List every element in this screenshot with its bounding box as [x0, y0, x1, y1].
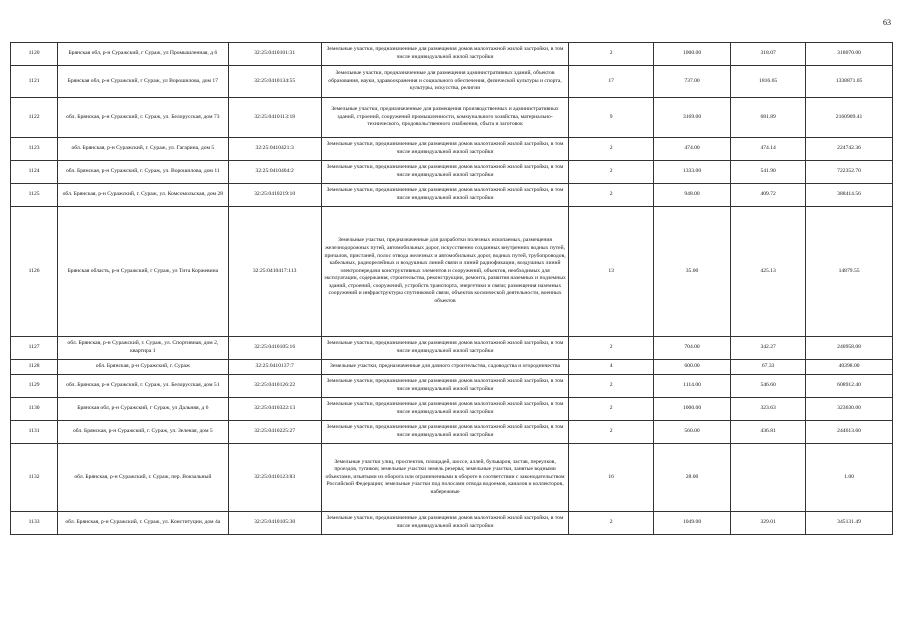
land-registry-table — [10, 42, 893, 535]
address-cell: обл. Брянская, р-н Суражский, г. Сураж, ул. Комсомольская, дом 28 — [58, 184, 228, 207]
rate-cell: 541.90 — [731, 161, 806, 184]
land-use-cell: Земельные участки, предназначенные для разработки полезных ископаемых, размещения железнодорожных путей, автомобильных дорог, искусственно созданных внутренних водных путей, причалов, пристаней, полос отвода железных и автомобильных дорог, водных путей, трубопроводов, кабельных, радиорелейных и воздушных линий связи и линий радиофикации, воздушных линий электропередачи конструктивных элементов и сооружений, объектов, необходимых для эксплуатации, содержания, строительства, реконструкции, ремонта, развития наземных и подземных зданий, строений, сооружений, устройств транспорта, энергетики и связи; размещения наземных сооружений и инфраструктуры спутниковой связи, объектов космической деятельности, военных объектов — [321, 207, 569, 337]
cadastral-value-cell: 224742.36 — [806, 138, 893, 161]
group-code-cell: 2 — [569, 512, 654, 535]
table-row — [11, 184, 893, 207]
area-cell: 3169.00 — [653, 98, 730, 138]
rate-cell: 681.89 — [731, 98, 806, 138]
area-cell: 1000.00 — [653, 43, 730, 66]
land-use-cell: Земельные участки, предназначенные для размещения домов малоэтажной жилой застройки, в том числе индивидуальной жилой застройки — [321, 43, 569, 66]
rate-cell: 546.60 — [731, 375, 806, 398]
group-code-cell: 2 — [569, 398, 654, 421]
cadastral-value-cell: 244613.60 — [806, 421, 893, 444]
area-cell: 1333.00 — [653, 161, 730, 184]
land-use-cell: Земельные участки, предназначенные для дачного строительства, садоводства и огородничества — [321, 360, 569, 375]
row-number-cell: 1126 — [11, 207, 58, 337]
address-cell: обл. Брянская, р-н Суражский, г. Сураж, ул. Ворошилова, дом 11 — [58, 161, 228, 184]
address-cell: Брянская обл, р-н Суражский, г Сураж, ул Промышленная, д 6 — [58, 43, 228, 66]
land-use-cell: Земельные участки, предназначенные для размещения домов малоэтажной жилой застройки, в том числе индивидуальной жилой застройки — [321, 512, 569, 535]
row-number-cell: 1129 — [11, 375, 58, 398]
cadastral-value-cell: 608912.40 — [806, 375, 893, 398]
table-row — [11, 98, 893, 138]
area-cell: 1049.00 — [653, 512, 730, 535]
rate-cell: 474.14 — [731, 138, 806, 161]
address-cell: Брянская область, р-н Суражский, г Сураж, ул Тита Коржевина — [58, 207, 228, 337]
address-cell: Брянская обл, р-н Суражский, г Сураж, ул Дальняя, д 6 — [58, 398, 228, 421]
rate-cell — [731, 444, 806, 512]
rate-cell: 67.33 — [731, 360, 806, 375]
address-cell: обл. Брянская, р-н Суражский, г. Сураж, ул. Зеленая, дом 5 — [58, 421, 228, 444]
table-row — [11, 337, 893, 360]
cadastral-value-cell: 1338871.05 — [806, 66, 893, 98]
area-cell: 948.00 — [653, 184, 730, 207]
table-row — [11, 207, 893, 337]
rate-cell: 342.27 — [731, 337, 806, 360]
land-use-cell: Земельные участки, предназначенные для размещения производственных и административных зданий, строений, сооружений промышленности, коммунального хозяйства, материально-технического, продовольственного снабжения, сбыта и заготовок — [321, 98, 569, 138]
land-use-cell: Земельные участки, предназначенные для размещения домов малоэтажной жилой застройки, в том числе индивидуальной жилой застройки — [321, 138, 569, 161]
group-code-cell: 4 — [569, 360, 654, 375]
cadastral-number-cell: 32:25:0410219:10 — [228, 184, 321, 207]
land-use-cell: Земельные участки, предназначенные для размещения домов малоэтажной жилой застройки, в том числе индивидуальной жилой застройки — [321, 184, 569, 207]
cadastral-number-cell: 32:25:0410101:31 — [228, 43, 321, 66]
group-code-cell: 2 — [569, 161, 654, 184]
address-cell: обл. Брянская, р-н Суражский, г. Сураж, ул. Конституции, дом 4а — [58, 512, 228, 535]
area-cell: 737.00 — [653, 66, 730, 98]
row-number-cell: 1133 — [11, 512, 58, 535]
cadastral-value-cell: 722352.70 — [806, 161, 893, 184]
cadastral-number-cell: 32:25:0410417:113 — [228, 207, 321, 337]
land-use-cell: Земельные участки, предназначенные для размещения домов малоэтажной жилой застройки, в том числе индивидуальной жилой застройки — [321, 161, 569, 184]
cadastral-value-cell: 323630.00 — [806, 398, 893, 421]
rate-cell: 329.01 — [731, 512, 806, 535]
area-cell: 1000.00 — [653, 398, 730, 421]
land-use-cell: Земельные участки, предназначенные для размещения административных зданий, объектов образования, науки, здравоохранения и социального обеспечения, физической культуры и спорта, культуры, искусства, религии — [321, 66, 569, 98]
land-use-cell: Земельные участки улиц, проспектов, площадей, шоссе, аллей, бульваров, застав, переулков, проездов, тупиков; земельные участки земель резерва; земельные участки, занятые водными объектами, изъятыми из оборота или ограниченными в обороте в соответствии с законодательством Российской Федерации; земельные участки под полосами отвода водоемов, каналов и коллекторов, набережные — [321, 444, 569, 512]
table-row — [11, 66, 893, 98]
address-cell: обл. Брянская, р-н Суражский, г. Сураж, пер. Вокзальный — [58, 444, 228, 512]
group-code-cell: 9 — [569, 98, 654, 138]
area-cell: 560.00 — [653, 421, 730, 444]
cadastral-number-cell: 32:25:0410126:22 — [228, 375, 321, 398]
row-number-cell: 1122 — [11, 98, 58, 138]
table-row — [11, 398, 893, 421]
table-row — [11, 421, 893, 444]
rate-cell: 323.63 — [731, 398, 806, 421]
cadastral-value-cell: 40398.00 — [806, 360, 893, 375]
row-number-cell: 1132 — [11, 444, 58, 512]
address-cell: обл. Брянская, р-н Суражский, г. Сураж — [58, 360, 228, 375]
group-code-cell: 2 — [569, 138, 654, 161]
area-cell: 474.00 — [653, 138, 730, 161]
table-row — [11, 512, 893, 535]
cadastral-number-cell: 32:25:0410134:55 — [228, 66, 321, 98]
row-number-cell: 1128 — [11, 360, 58, 375]
row-number-cell: 1124 — [11, 161, 58, 184]
table-row — [11, 444, 893, 512]
row-number-cell: 1130 — [11, 398, 58, 421]
table-row — [11, 138, 893, 161]
rate-cell: 318.07 — [731, 43, 806, 66]
group-code-cell: 2 — [569, 375, 654, 398]
table-row — [11, 375, 893, 398]
address-cell: обл. Брянская, р-н Суражский, г. Сураж, ул. Гагарина, дом 5 — [58, 138, 228, 161]
table-row — [11, 43, 893, 66]
group-code-cell: 2 — [569, 43, 654, 66]
cadastral-number-cell: 32:25:0410225:27 — [228, 421, 321, 444]
row-number-cell: 1121 — [11, 66, 58, 98]
rate-cell: 409.72 — [731, 184, 806, 207]
cadastral-number-cell: 32:25:0410421:3 — [228, 138, 321, 161]
cadastral-number-cell: 32:25:0410137:7 — [228, 360, 321, 375]
area-cell: 35.00 — [653, 207, 730, 337]
land-use-cell: Земельные участки, предназначенные для размещения домов малоэтажной жилой застройки, в том числе индивидуальной жилой застройки — [321, 398, 569, 421]
address-cell: обл. Брянская, р-н Суражский, г. Сураж, ул. Белорусская, дом 51 — [58, 375, 228, 398]
row-number-cell: 1125 — [11, 184, 58, 207]
page-number: 63 — [883, 18, 891, 27]
cadastral-value-cell: 2160909.41 — [806, 98, 893, 138]
table-row — [11, 360, 893, 375]
address-cell: обл. Брянская, р-н Суражский, г. Сураж, ул. Белорусская, дом 73 — [58, 98, 228, 138]
land-use-cell: Земельные участки, предназначенные для размещения домов малоэтажной жилой застройки, в том числе индивидуальной жилой застройки — [321, 421, 569, 444]
row-number-cell: 1123 — [11, 138, 58, 161]
rate-cell: 1816.65 — [731, 66, 806, 98]
cadastral-number-cell: 32:25:0410105:16 — [228, 337, 321, 360]
group-code-cell: 17 — [569, 66, 654, 98]
cadastral-value-cell: 1.00 — [806, 444, 893, 512]
address-cell: обл. Брянская, р-н Суражский, г. Сураж, ул. Спортивная, дом 2, квартира 1 — [58, 337, 228, 360]
row-number-cell: 1127 — [11, 337, 58, 360]
area-cell: 28.00 — [653, 444, 730, 512]
cadastral-number-cell: 32:25:0410105:30 — [228, 512, 321, 535]
cadastral-value-cell: 388414.56 — [806, 184, 893, 207]
address-cell: Брянская обл, р-н Суражский, г Сураж, ул Ворошилова, дом 17 — [58, 66, 228, 98]
rate-cell: 436.81 — [731, 421, 806, 444]
group-code-cell: 16 — [569, 444, 654, 512]
group-code-cell: 13 — [569, 207, 654, 337]
cadastral-number-cell: 32:25:0410113:18 — [228, 98, 321, 138]
cadastral-value-cell: 240958.08 — [806, 337, 893, 360]
group-code-cell: 2 — [569, 337, 654, 360]
cadastral-number-cell: 32:25:0410322:13 — [228, 398, 321, 421]
cadastral-value-cell: 318070.00 — [806, 43, 893, 66]
area-cell: 600.00 — [653, 360, 730, 375]
table-row — [11, 161, 893, 184]
group-code-cell: 2 — [569, 184, 654, 207]
land-use-cell: Земельные участки, предназначенные для размещения домов малоэтажной жилой застройки, в том числе индивидуальной жилой застройки — [321, 337, 569, 360]
row-number-cell: 1120 — [11, 43, 58, 66]
cadastral-number-cell: 32:25:0410404:2 — [228, 161, 321, 184]
cadastral-value-cell: 14879.55 — [806, 207, 893, 337]
land-use-cell: Земельные участки, предназначенные для размещения домов малоэтажной жилой застройки, в том числе индивидуальной жилой застройки — [321, 375, 569, 398]
group-code-cell: 2 — [569, 421, 654, 444]
cadastral-value-cell: 345131.49 — [806, 512, 893, 535]
area-cell: 704.00 — [653, 337, 730, 360]
row-number-cell: 1131 — [11, 421, 58, 444]
area-cell: 1114.00 — [653, 375, 730, 398]
rate-cell: 425.13 — [731, 207, 806, 337]
cadastral-number-cell: 32:25:0410123:83 — [228, 444, 321, 512]
